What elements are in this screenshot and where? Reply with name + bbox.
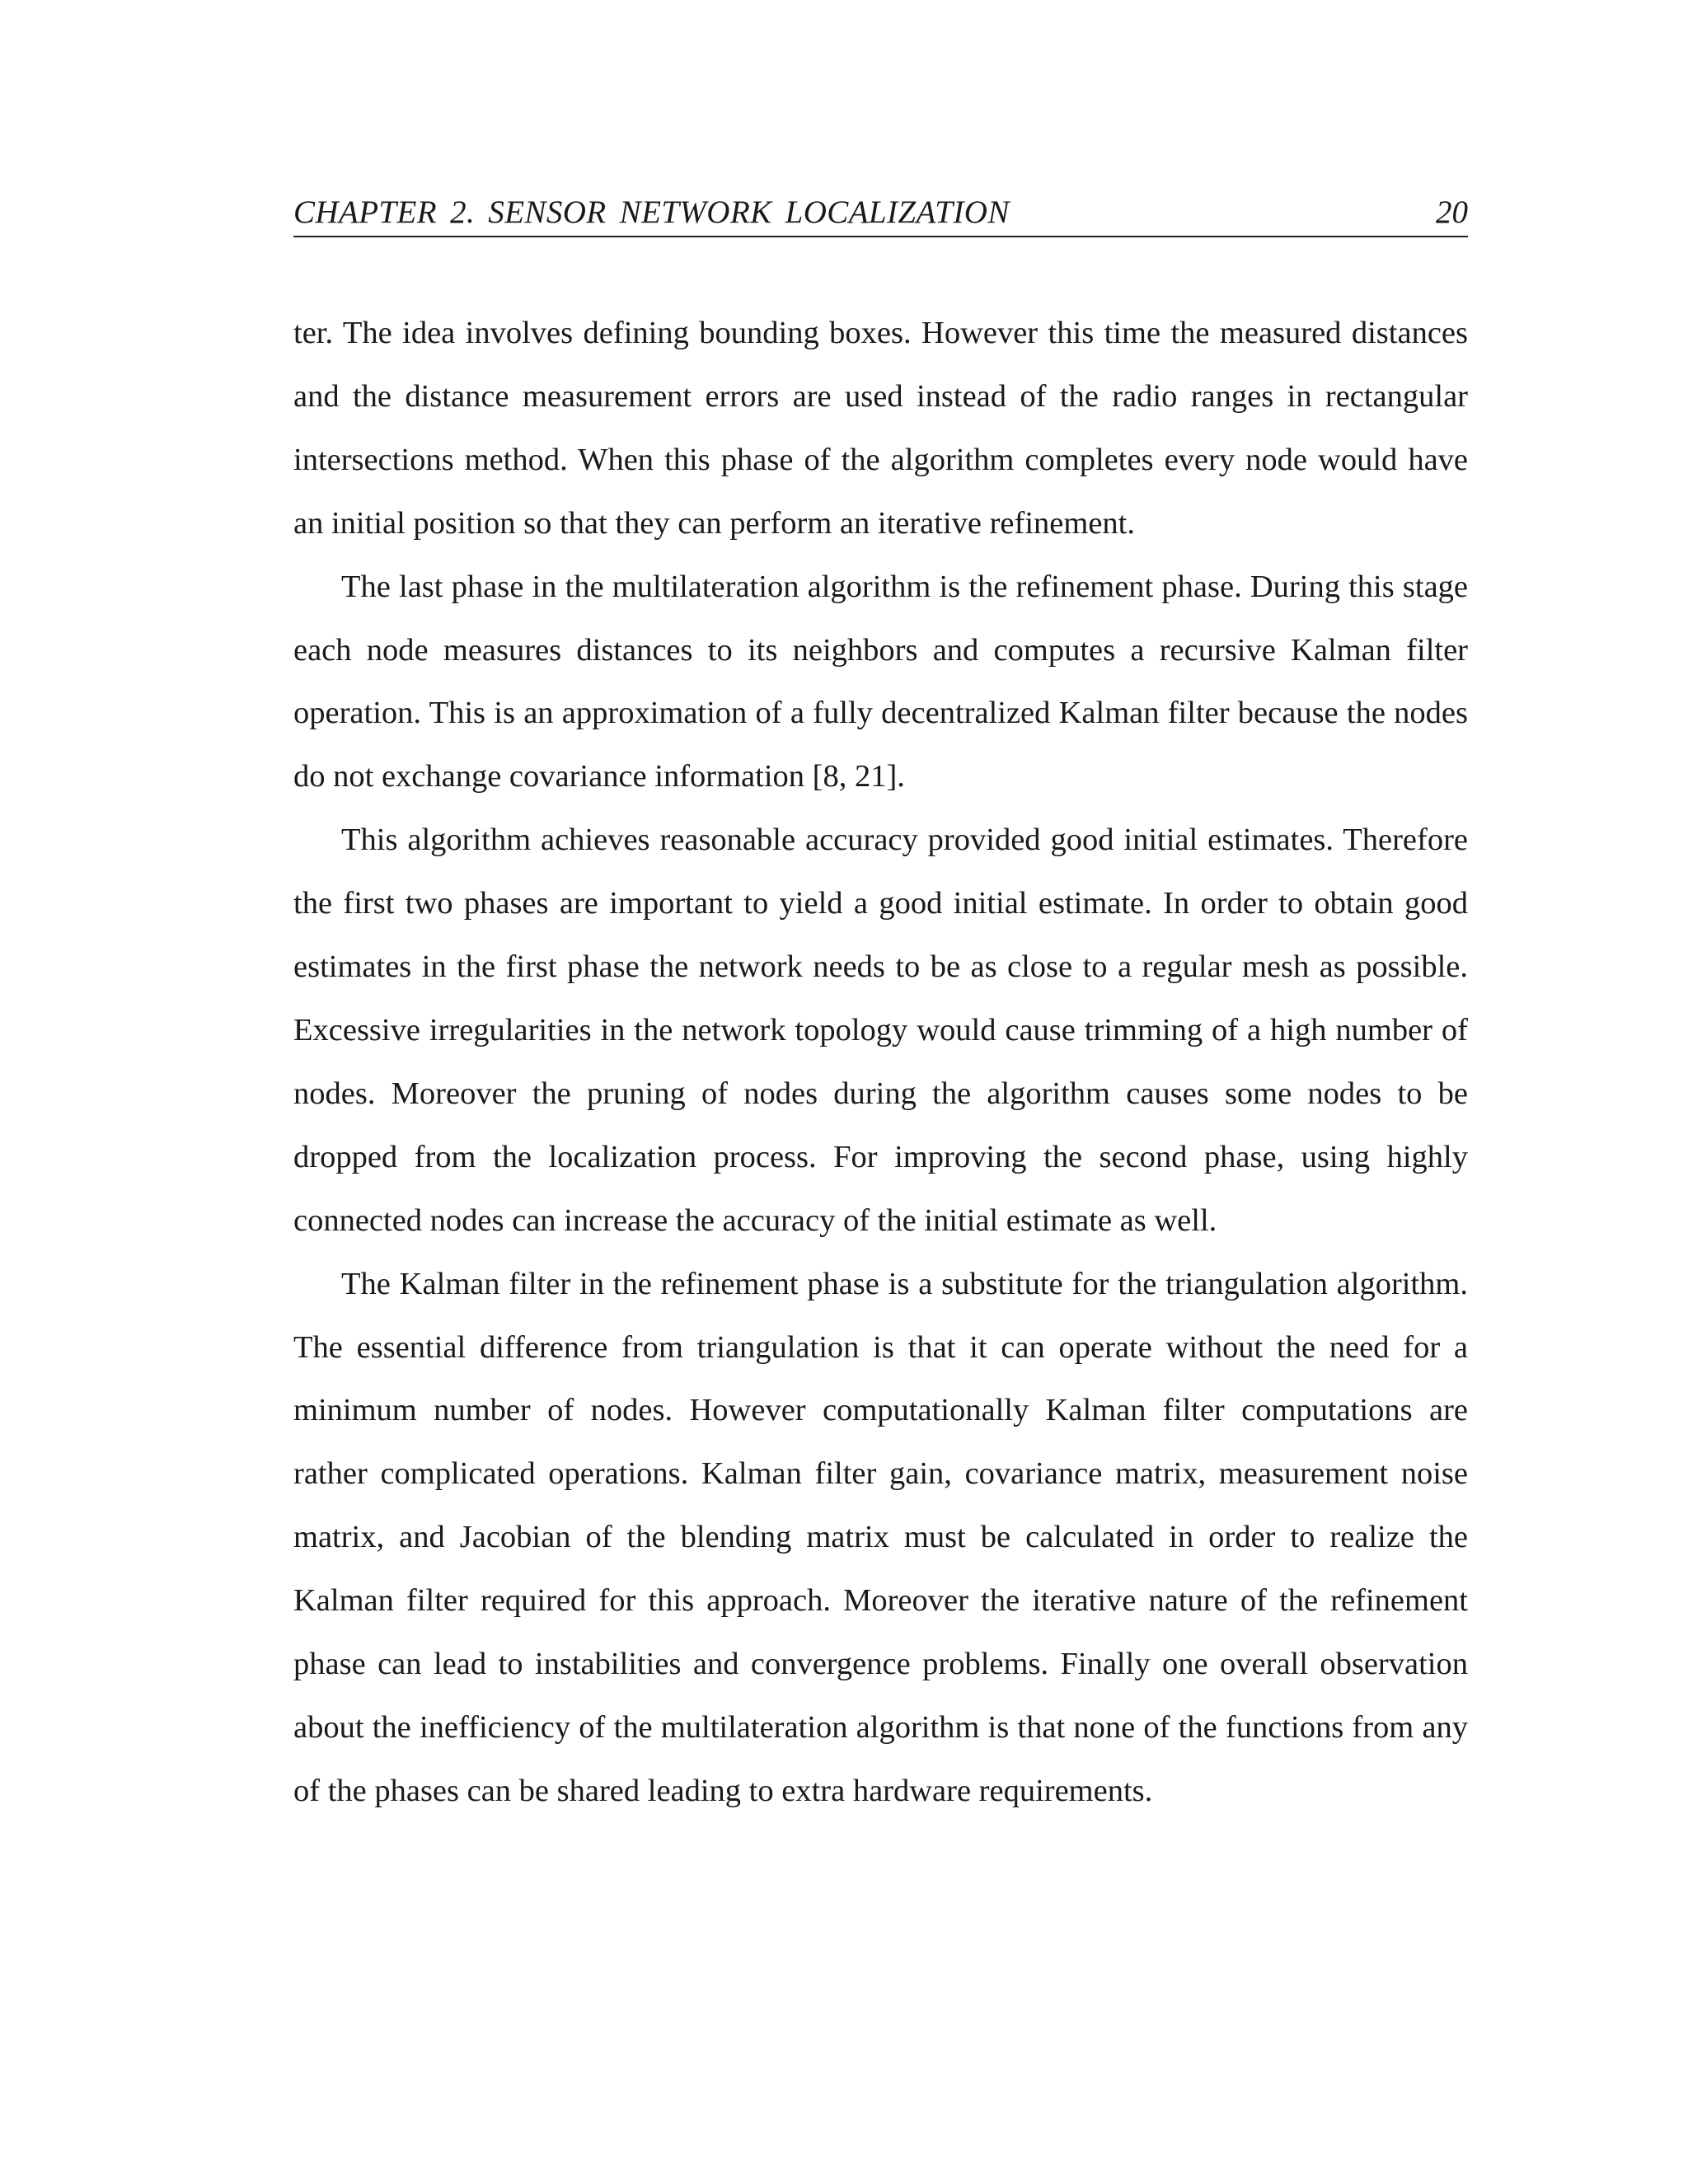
paragraph-continued: ter. The idea involves defining bounding boxes. However this time the measured distances and the distance measurement errors are used instead of the radio ranges in rectangular intersections method. When this phase of the algorithm completes every node would have an initial position so that they can perform an iterative refinement. xyxy=(293,316,1468,541)
paragraph-kalman-filter: The Kalman filter in the refinement phase is a substitute for the triangulation algorithm. The essential difference from triangulation is that it can operate without the need for a minimum number of nodes. However computationally Kalman filter computations are rather complicated operations. Kalman filter gain, covariance matrix, measurement noise matrix, and Jacobian of the blending matrix must be calculated in order to realize the Kalman filter required for this approach. Moreover the iterative nature of the refinement phase can lead to instabilities and convergence problems. Finally one overall observation about the inefficiency of the multilateration algorithm is that none of the functions from any of the phases can be shared leading to extra hardware requirements. xyxy=(293,1266,1468,1808)
body-text xyxy=(293,302,1468,1823)
paragraph-refinement-phase: The last phase in the multilateration algorithm is the refinement phase. During this stage each node measures distances to its neighbors and computes a recursive Kalman filter operation. This is an approximation of a fully decentralized Kalman filter because the nodes do not exchange covariance information [8, 21]. xyxy=(293,569,1468,794)
paragraph-accuracy: This algorithm achieves reasonable accuracy provided good initial estimates. Therefore the first two phases are important to yield a good initial estimate. In order to obtain good estimates in the first phase the network needs to be as close to a regular mesh as possible. Excessive irregularities in the network topology would cause trimming of a high number of nodes. Moreover the pruning of nodes during the algorithm causes some nodes to be dropped from the localization process. For improving the second phase, using highly connected nodes can increase the accuracy of the initial estimate as well. xyxy=(293,823,1468,1238)
chapter-title: CHAPTER 2. SENSOR NETWORK LOCALIZATION xyxy=(293,194,1010,230)
page-number: 20 xyxy=(1436,194,1468,230)
running-header xyxy=(293,193,1468,237)
